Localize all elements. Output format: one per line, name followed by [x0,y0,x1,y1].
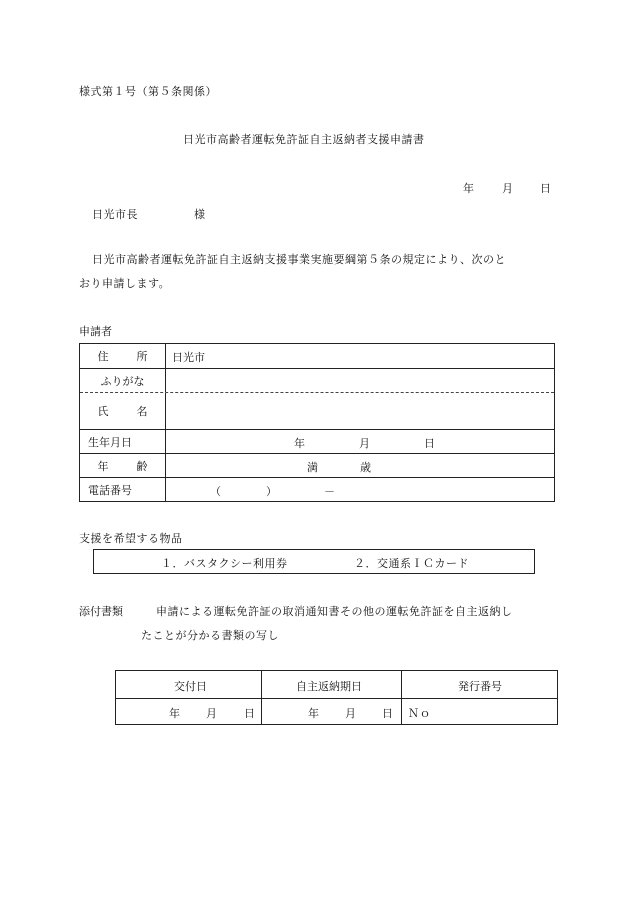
attachment-line-1: 申請による運転免許証の取消通知書その他の運転免許証を自主返納し [156,605,513,618]
phone-field[interactable] [166,478,554,501]
phone-label: 電話番号 [80,478,166,501]
header-issue-number: 発行番号 [458,680,502,693]
age-field[interactable] [166,454,554,477]
birthdate-year: 年 [294,437,305,450]
goods-option-bus-taxi[interactable]: １．バスタクシー利用券 [161,557,288,570]
name-row [80,392,554,429]
issue-date-month[interactable]: 月 [206,707,217,720]
issue-date-day[interactable]: 日 [244,707,255,720]
goods-section-label: 支援を希望する物品 [79,532,183,545]
addressee-honorific: 様 [194,208,205,221]
birthdate-row [80,429,554,453]
birthdate-month: 月 [359,437,370,450]
intro-line-2: おり申請します。 [79,277,171,290]
phone-open-paren: （ [210,485,221,498]
phone-dash: － [324,485,335,498]
date-year-label: 年 [463,182,474,195]
birthdate-label: 生年月日 [80,430,166,453]
date-month-label: 月 [502,182,513,195]
birthdate-field[interactable] [166,430,554,453]
attachment-label: 添付書類 [79,605,123,618]
address-row [80,344,554,368]
furigana-row [80,368,554,392]
return-date-year[interactable]: 年 [308,707,319,720]
address-field[interactable] [166,344,554,368]
issue-date-year[interactable]: 年 [169,707,180,720]
intro-line-1: 日光市高齢者運転免許証自主返納支援事業実施要綱第５条の規定により、次のと [92,253,506,266]
applicant-table [79,343,555,502]
age-prefix: 満 [307,461,318,474]
furigana-label: ふりがな [80,369,166,392]
addressee-name: 日光市長 [92,208,138,221]
age-row [80,453,554,477]
furigana-field[interactable] [166,369,554,392]
return-date-day[interactable]: 日 [382,707,393,720]
name-label: 氏 名 [80,393,166,429]
receipt-table [115,670,558,725]
form-title: 日光市高齢者運転免許証自主返納者支援申請書 [183,133,425,146]
phone-close-paren: ） [266,485,277,498]
return-date-month[interactable]: 月 [345,707,356,720]
age-label: 年 齢 [80,454,166,477]
birthdate-day: 日 [424,437,435,450]
phone-row [80,477,554,501]
header-issue-date: 交付日 [174,680,207,693]
issue-number-prefix[interactable]: Ｎｏ [408,707,431,720]
address-label: 住 所 [80,344,166,368]
address-value: 日光市 [172,351,205,364]
goods-option-ic-card[interactable]: ２．交通系ＩＣカード [354,557,469,570]
age-suffix: 歳 [360,461,371,474]
goods-box [93,549,535,574]
attachment-line-2: たことが分かる書類の写し [141,629,279,642]
header-return-date: 自主返納期日 [296,680,362,693]
applicant-section-label: 申請者 [79,325,112,338]
form-number: 様式第１号（第５条関係） [79,85,217,98]
name-field[interactable] [166,393,554,429]
date-day-label: 日 [540,182,551,195]
